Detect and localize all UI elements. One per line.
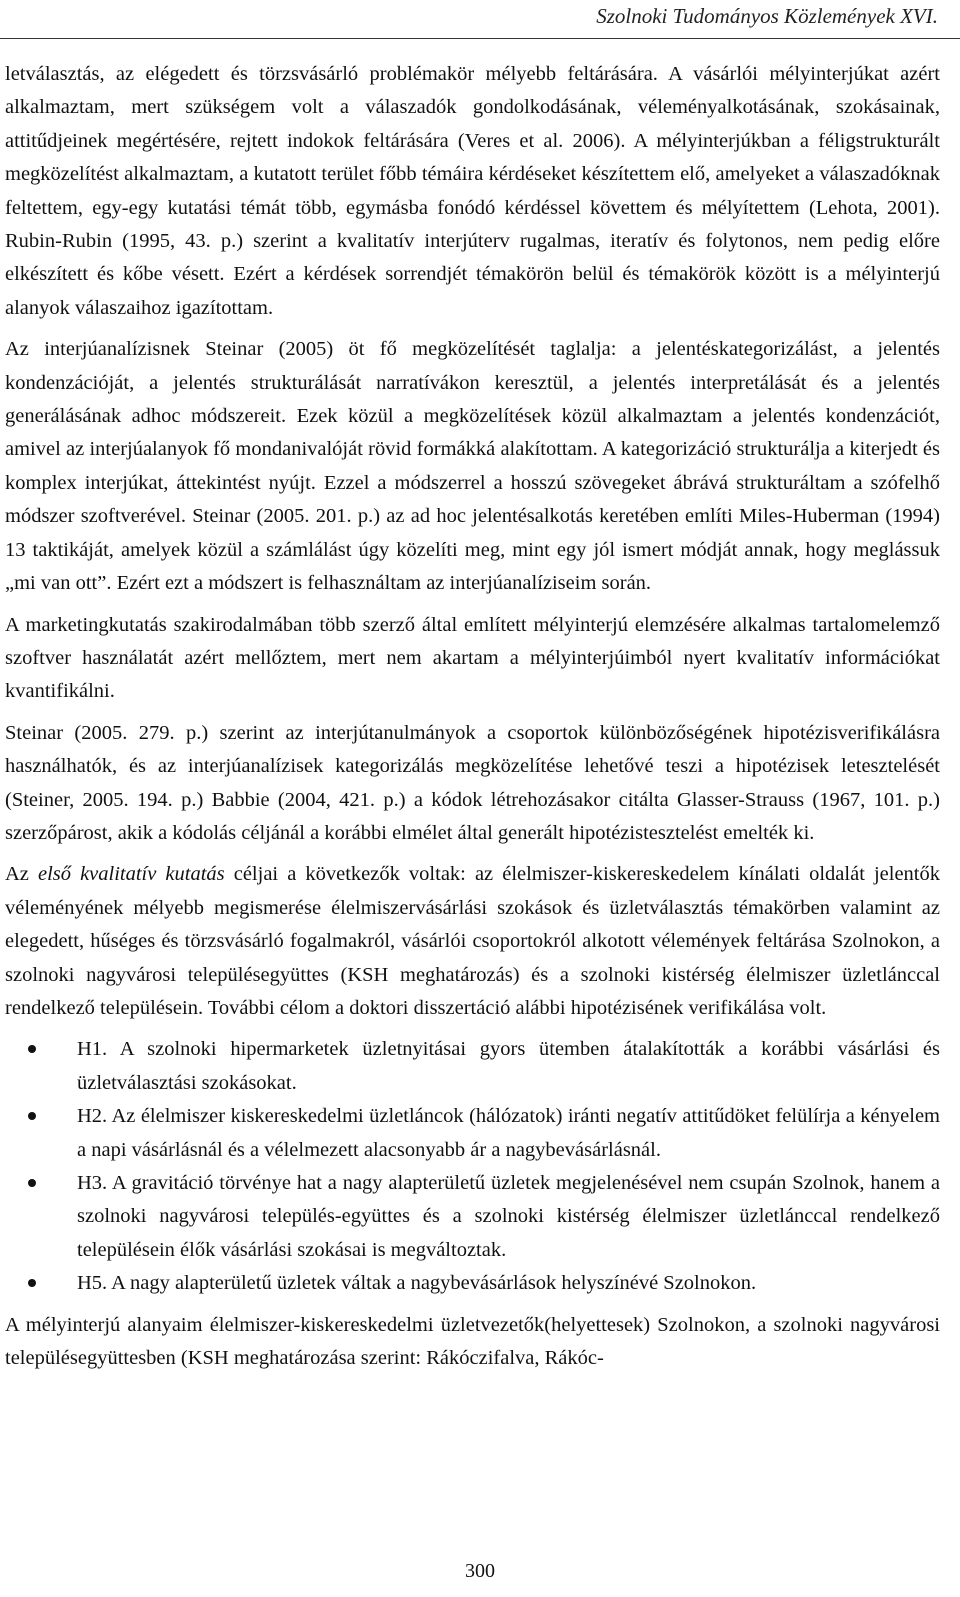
hypothesis-text: H3. A gravitáció törvénye hat a nagy alapterületű üzletek megjelenésével nem csupán Szolnok, hanem a szolnoki nagyvárosi település-együttes és a szolnoki kistérség élelmiszer üzletlánccal rendelkező településein élők vásárlási szokásai is megváltoztak. [77, 1172, 940, 1261]
bullet-icon [28, 1045, 36, 1053]
bullet-icon [28, 1279, 36, 1287]
list-item [77, 1167, 940, 1267]
research-emphasis: első kvalitatív kutatás [37, 863, 225, 886]
hypothesis-text: H1. A szolnoki hipermarketek üzletnyitásai gyors ütemben átalakították a korábbi vásárlási és üzletválasztási szokásokat. [77, 1038, 940, 1094]
paragraph-hypothesis-testing: Steinar (2005. 279. p.) szerint az interjútanulmányok a csoportok különbözőségének hipotézisverifikálásra használhatók, és az interjúanalízisek kategorizálás megközelítése lehetővé teszi a hipotézisek letesztelését (Steiner, 2005. 194. p.) Babbie (2004, 421. p.) a kódok létrehozásakor citálta Glasser-Strauss (1967, 101. p.) szerzőpárost, akik a kódolás céljánál a korábbi elmélet által generált hipotézistesztelést emelték ki. [5, 721, 940, 844]
page-number: 300 [465, 1560, 495, 1582]
hypothesis-list [5, 1033, 940, 1300]
research-rest: céljai a következők voltak: az élelmiszer-kiskereskedelem kínálati oldalát jelentők véleményének mélyebb megismerése élelmiszervásárlási szokások és üzletválasztás témakörben valamint az elegedett, hűséges és törzsvásárló fogalmakról, vásárlói csoportokról alkotott vélemények feltárása Szolnokon, a szolnoki nagyvárosi településegyüttes (KSH meghatározás) és a szolnoki kistérség élelmiszer üzletlánccal rendelkező településein. További célom a doktori disszertáció alábbi hipotézisének verifikálása volt. [5, 863, 941, 1019]
bullet-icon [28, 1179, 36, 1187]
paragraph-software: A marketingkutatás szakirodalmában több szerző által említett mélyinterjú elemzésére alkalmas tartalomelemző szoftver használatát azért mellőztem, mert nem akartam a mélyinterjúimból nyert kvalitatív információkat kvantifikálni. [5, 613, 940, 703]
running-header: Szolnoki Tudományos Közlemények XVI. [596, 4, 938, 28]
bullet-icon [28, 1112, 36, 1120]
paragraph-research-goals [5, 858, 940, 1025]
hypothesis-text: H2. Az élelmiszer kiskereskedelmi üzletláncok (hálózatok) iránti negatív attitűdöket felülírja a kényelem a napi vásárlásnál és a vélelmezett alacsonyabb ár a nagybevásárlásnál. [77, 1105, 940, 1161]
paragraph-interviewees: A mélyinterjú alanyaim élelmiszer-kiskereskedelmi üzletvezetők(helyettesek) Szolnokon, a szolnoki nagyvárosi településegyüttesben (KSH meghatározása szerint: Rákóczifalva, Rákóc- [5, 1313, 940, 1370]
list-item [77, 1267, 940, 1300]
paragraph-methods: letválasztás, az elégedett és törzsvásárló problémakör mélyebb feltárására. A vásárlói mélyinterjúkat azért alkalmaztam, mert szükségem volt a válaszadók gondolkodásának, véleményalkotásának, szokásainak, attitűdjeinek megértésére, rejtett indokok feltárására (Veres et al. 2006). A mélyinterjúkban a féligstrukturált megközelítést alkalmaztam, a kutatott terület főbb témáira kérdéseket készítettem elő, amelyeket a válaszadóknak feltettem, egy-egy kutatási témát több, egymásba fonódó kérdéssel követtem és mélyítettem (Lehota, 2001). Rubin-Rubin (1995, 43. p.) szerint a kvalitatív interjúterv rugalmas, iteratív és folytonos, nem pedig előre elkészített és kőbe vésett. Ezért a kérdések sorrendjét témakörön belül és témakörök között is a mélyinterjú alanyok válaszaihoz igazítottam. [5, 63, 940, 319]
list-item [77, 1033, 940, 1100]
list-item [77, 1100, 940, 1167]
document-body [5, 58, 940, 1383]
header-divider [0, 38, 960, 39]
research-prefix: Az [5, 863, 38, 886]
hypothesis-text: H5. A nagy alapterületű üzletek váltak a nagybevásárlások helyszínévé Szolnokon. [77, 1272, 757, 1295]
paragraph-analysis: Az interjúanalízisnek Steinar (2005) öt fő megközelítését taglalja: a jelentéskategorizálást, a jelentés kondenzációját, a jelentés strukturálását narratívákon keresztül, a jelentés interpretálását és a jelentés generálásának adhoc módszereit. Ezek közül a megközelítések közül alkalmaztam a jelentés kondenzációt, amivel az interjúalanyok fő mondanivalóját rövid formákká alakítottam. A kategorizáció strukturálja a kiterjedt és komplex interjúkat, áttekintést nyújt. Ezzel a módszerrel a hosszú szövegeket ábrává strukturáltam a szófelhő módszer szoftverével. Steinar (2005. 201. p.) az ad hoc jelentésalkotás keretében említi Miles-Huberman (1994) 13 taktikáját, amelyek közül a számlálást úgy közelíti meg, mint egy jól ismert módját annak, hogy meglássuk „mi van ott”. Ezért ezt a módszert is felhasználtam az interjúanalíziseim során. [5, 338, 940, 595]
